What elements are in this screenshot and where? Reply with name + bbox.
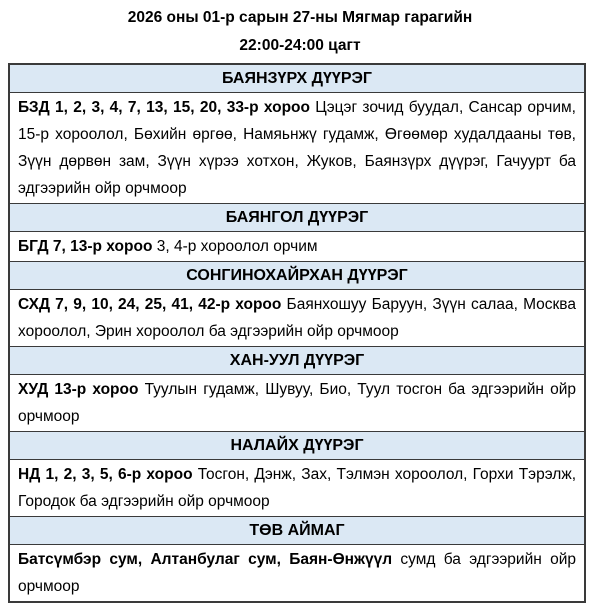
area-khoroo-bold: НД 1, 2, 3, 5, 6-р хороо xyxy=(18,466,193,483)
title-date-line: 2026 оны 01-р сарын 27-ны Мягмар гарагийн xyxy=(127,9,473,26)
area-khoroo-bold: ХУД 13-р хороо xyxy=(18,381,139,398)
area-detail-text: Цэцэг зочид буудал, Сансар орчим, 15-р хороолол, Бөхийн өргөө, Намяьнжү гудамж, Өгөөмөр худалдааны төв, Зүүн дөрвөн зам, Зүүн хүрээ хотхон, Жуков, Баянзүрх дүүрэг, Гачуурт ба эдгээрийн ойр орчмоор xyxy=(18,99,576,197)
district-header-row xyxy=(9,262,585,290)
area-row xyxy=(9,290,585,347)
district-header-tuv-aimag: ТӨВ АЙМАГ xyxy=(9,517,585,545)
area-khoroo-bold: БЗД 1, 2, 3, 4, 7, 13, 15, 20, 33-р хороо xyxy=(18,99,310,116)
area-khoroo-bold: БГД 7, 13-р хороо xyxy=(18,238,153,255)
district-header-songinokhairkhan: СОНГИНОХАЙРХАН ДҮҮРЭГ xyxy=(9,262,585,290)
district-header-khan-uul: ХАН-УУЛ ДҮҮРЭГ xyxy=(9,347,585,375)
area-khoroo-bold: СХД 7, 9, 10, 24, 25, 41, 42-р хороо xyxy=(18,296,282,313)
district-header-bayangol: БАЯНГОЛ ДҮҮРЭГ xyxy=(9,204,585,232)
area-soum-bold: Батсүмбэр сум, Алтанбулаг сум, Баян-Өнжүүл xyxy=(18,551,393,568)
area-cell-tuv-aimag xyxy=(9,545,585,603)
area-row xyxy=(9,460,585,517)
area-cell-bayangol xyxy=(9,232,585,262)
district-header-row xyxy=(9,347,585,375)
area-cell-songinokhairkhan xyxy=(9,290,585,347)
district-header-row xyxy=(9,432,585,460)
area-row xyxy=(9,232,585,262)
area-detail-text: Баянхошуу Баруун, Зүүн салаа, Москва хороолол, Эрин хороолол ба эдгээрийн ойр орчмоор xyxy=(18,296,576,340)
district-header-row xyxy=(9,517,585,545)
district-header-bayanzurkh: БАЯНЗҮРХ ДҮҮРЭГ xyxy=(9,64,585,93)
area-detail-text: Тосгон, Дэнж, Зах, Тэлмэн хороолол, Горхи Тэрэлж, Городок ба эдгээрийн ойр орчмоор xyxy=(18,466,576,510)
outage-table xyxy=(8,63,586,603)
area-row xyxy=(9,545,585,603)
area-cell-nalaikh xyxy=(9,460,585,517)
district-header-row xyxy=(9,204,585,232)
area-cell-khan-uul xyxy=(9,375,585,432)
area-row xyxy=(9,375,585,432)
area-detail-text: 3, 4-р хороолол орчим xyxy=(156,238,318,255)
district-header-nalaikh: НАЛАЙХ ДҮҮРЭГ xyxy=(9,432,585,460)
title-time-line: 22:00-24:00 цагт xyxy=(239,37,361,54)
page-title xyxy=(0,0,600,60)
area-cell-bayanzurkh xyxy=(9,93,585,204)
district-header-row xyxy=(9,64,585,93)
area-detail-text: сумд ба эдгээрийн ойр орчмоор xyxy=(18,551,576,595)
area-row xyxy=(9,93,585,204)
area-detail-text: Туулын гудамж, Шувуу, Био, Туул тосгон ба эдгээрийн ойр орчмоор xyxy=(18,381,576,425)
